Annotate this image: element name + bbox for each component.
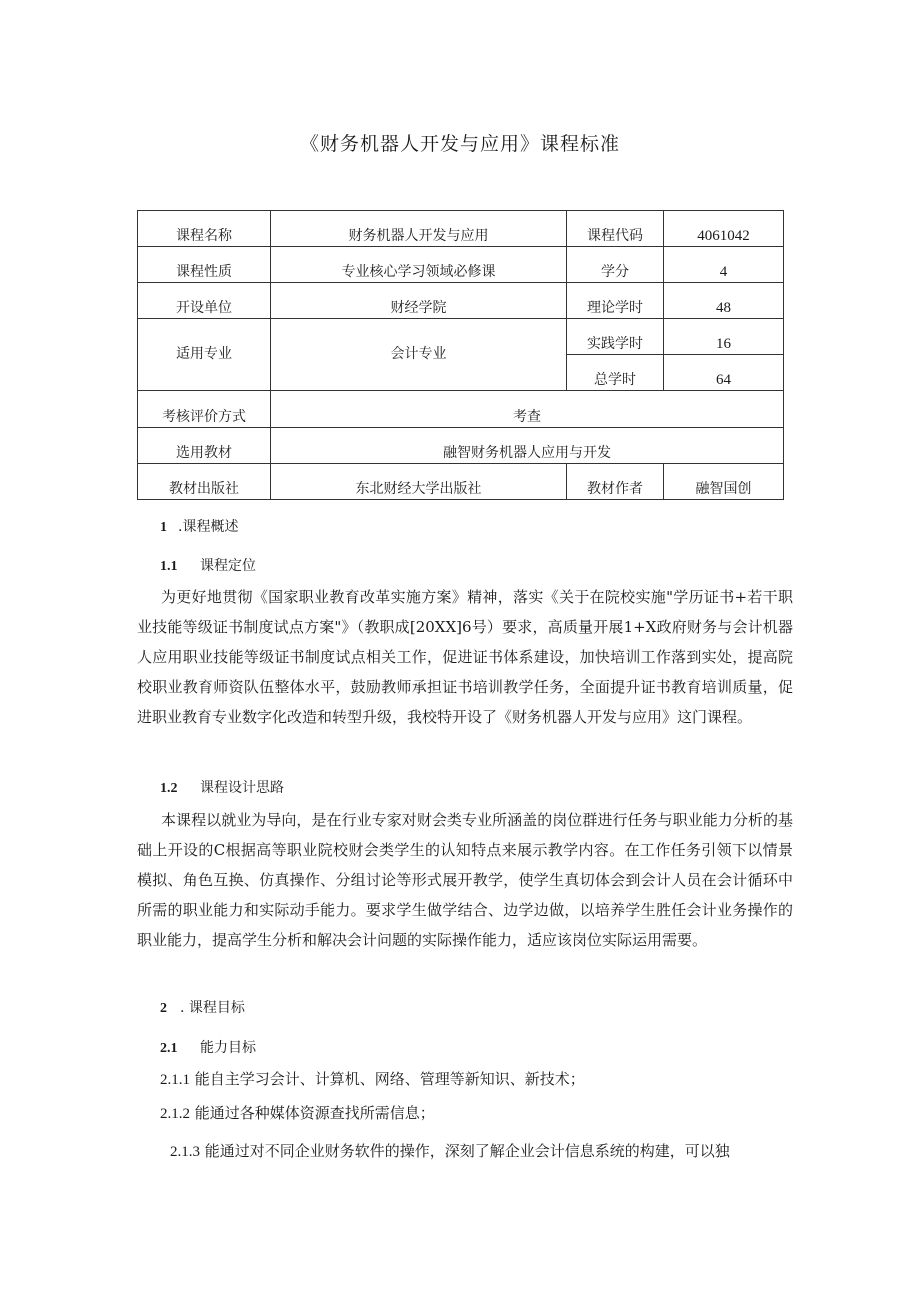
assessment-value: 考查: [271, 391, 784, 428]
credits-label: 学分: [567, 247, 664, 283]
table-row: [138, 464, 784, 500]
major-value: 会计专业: [271, 319, 567, 391]
table-row: [138, 319, 784, 355]
assessment-label: 考核评价方式: [138, 391, 271, 428]
theory-hours-value: 48: [664, 283, 784, 319]
department-value: 财经学院: [271, 283, 567, 319]
author-label: 教材作者: [567, 464, 664, 500]
publisher-label: 教材出版社: [138, 464, 271, 500]
practice-hours-label: 实践学时: [567, 319, 664, 355]
section-heading-1: 1 .课程概述: [160, 519, 239, 535]
course-positioning-paragraph: 为更好地贯彻《国家职业教育改革实施方案》精神，落实《关于在院校实施"学历证书+若干职业技能等级证书制度试点方案"》（教职成[20XX]6号）要求，高质量开展1+X政府财务与会计机器人应用职业技能等级证书制度试点相关工作，促进证书体系建设，加快培训工作落到实处，提高院校职业教育师资队伍整体水平，鼓励教师承担证书培训教学任务，全面提升证书教育培训质量，促进职业教育专业数字化改造和转型升级，我校特开设了《财务机器人开发与应用》这门课程。: [137, 588, 793, 726]
course-design-paragraph: 本课程以就业为导向，是在行业专家对财会类专业所涵盖的岗位群进行任务与职业能力分析的基础上开设的C根据高等职业院校财会类学生的认知特点来展示教学内容。在工作任务引领下以情景模拟、角色互换、仿真操作、分组讨论等形式展开教学，使学生真切体会到会计人员在会计循环中所需的职业能力和实际动手能力。要求学生做学结合、边学边做，以培养学生胜任会计业务操作的职业能力，提高学生分析和解决会计问题的实际操作能力，适应该岗位实际运用需要。: [137, 811, 793, 949]
credits-value: 4: [664, 247, 784, 283]
course-info-table: [137, 210, 784, 500]
course-type-label: 课程性质: [138, 247, 271, 283]
course-code-value: 4061042: [664, 211, 784, 247]
section-heading-1-2: 1.2 课程设计思路: [160, 780, 284, 796]
table-row: [138, 428, 784, 464]
section-heading-2-1: 2.1 能力目标: [160, 1040, 256, 1056]
major-label: 适用专业: [138, 319, 271, 391]
list-item: 2.1.1 能自主学习会计、计算机、网络、管理等新知识、新技术；: [160, 1070, 585, 1088]
department-label: 开设单位: [138, 283, 271, 319]
course-type-value: 专业核心学习领域必修课: [271, 247, 567, 283]
table-row: [138, 247, 784, 283]
total-hours-value: 64: [664, 355, 784, 391]
list-item: 2.1.2 能通过各种媒体资源查找所需信息；: [160, 1104, 435, 1122]
list-item: 2.1.3 能通过对不同企业财务软件的操作，深刻了解企业会计信息系统的构建，可以独: [170, 1142, 730, 1160]
table-row: [138, 391, 784, 428]
practice-hours-value: 16: [664, 319, 784, 355]
page-title: 《财务机器人开发与应用》课程标准: [299, 133, 620, 155]
theory-hours-label: 理论学时: [567, 283, 664, 319]
textbook-value: 融智财务机器人应用与开发: [271, 428, 784, 464]
author-value: 融智国创: [664, 464, 784, 500]
publisher-value: 东北财经大学出版社: [271, 464, 567, 500]
table-row: [138, 211, 784, 247]
section-heading-1-1: 1.1 课程定位: [160, 558, 256, 574]
course-name-value: 财务机器人开发与应用: [271, 211, 567, 247]
textbook-label: 选用教材: [138, 428, 271, 464]
table-row: [138, 283, 784, 319]
course-name-label: 课程名称: [138, 211, 271, 247]
section-heading-2: 2 . 课程目标: [160, 1000, 245, 1016]
course-code-label: 课程代码: [567, 211, 664, 247]
total-hours-label: 总学时: [567, 355, 664, 391]
